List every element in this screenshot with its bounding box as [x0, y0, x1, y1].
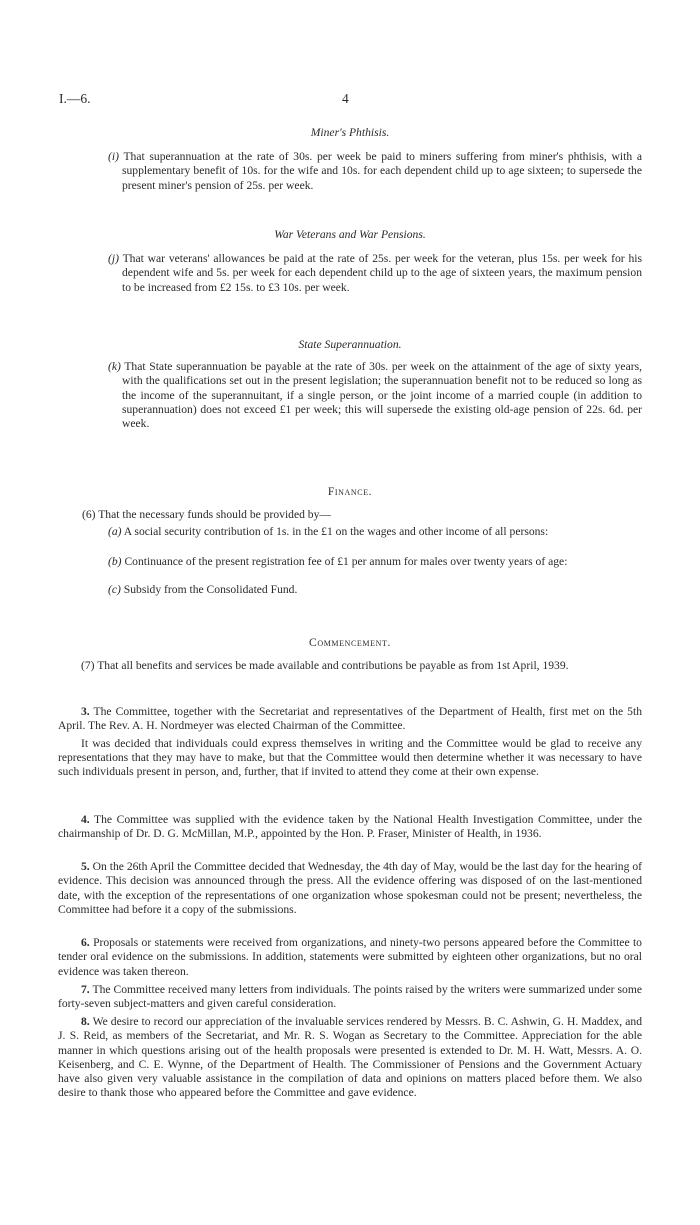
paragraph-3-text: The Committee, together with the Secretariat and representatives of the Department of Health, first met on the 5th April. The Rev. A. H. Nordmeyer was elected Chairman of the Committee. — [58, 705, 642, 733]
finance-item-b-text: Continuance of the present registration fee of £1 per annum for males over twenty years of age: — [124, 555, 568, 568]
paragraph-4-number: 4. — [81, 813, 90, 826]
finance-item-a — [108, 525, 642, 539]
finance-intro: (6) That the necessary funds should be provided by— — [82, 508, 331, 521]
finance-heading: Finance. — [327, 485, 373, 498]
state-superannuation-heading: State Superannuation. — [298, 338, 402, 351]
commencement-heading: Commencement. — [309, 636, 391, 649]
war-veterans-heading: War Veterans and War Pensions. — [274, 228, 426, 241]
report-reference: I.—6. — [59, 91, 91, 106]
finance-item-b-label: (b) — [108, 555, 122, 568]
paragraph-5-number: 5. — [81, 860, 90, 873]
item-j — [108, 252, 642, 295]
paragraph-6-number: 6. — [81, 936, 90, 949]
paragraph-7-text: The Committee received many letters from individuals. The points raised by the writers were summarized under some forty-seven subject-matters and given careful consideration. — [58, 983, 642, 1011]
item-j-text: That war veterans' allowances be paid at the rate of 25s. per week for the veteran, plus 15s. per week for his dependent wife and 5s. per week for each dependent child up to the age of sixteen years, the maximum pension to be increased from £2 15s. to £3 10s. per week. — [122, 252, 642, 294]
item-k-text: That State superannuation be payable at the rate of 30s. per week on the attainment of the age of sixty years, with the qualifications set out in the present legislation; the superannuation benefit not to be reduced so long as the income of the superannuitant, if a single person, or the joint income of a married couple (in addition to superannuation) does not exceed £1 per week; this will supersede the existing old-age pension of 22s. 6d. per week. — [122, 360, 642, 431]
paragraph-5-text: On the 26th April the Committee decided that Wednesday, the 4th day of May, would be the last day for the hearing of evidence. This decision was announced through the press. All the evidence offering was disposed of on the last-mentioned date, with the exception of the representations of one organization whose spokesman could not be present; nevertheless, the Committee had before it a copy of the submissions. — [58, 860, 642, 916]
paragraph-4 — [58, 813, 642, 842]
finance-item-c-label: (c) — [108, 583, 121, 596]
page-number: 4 — [342, 91, 349, 106]
paragraph-8-text: We desire to record our appreciation of the invaluable services rendered by Messrs. B. C. Ashwin, G. H. Maddex, and J. S. Reid, as members of the Secretariat, and Mr. R. S. Wogan as Secretary to the Committee. Appreciation for the able manner in which questions arising out of the health proposals were presented is extended to Dr. M. H. Watt, Messrs. A. O. Keisenberg, and C. E. Wynne, of the Department of Health. The Commissioner of Pensions and the Government Actuary have also given very valuable assistance in the compilation of data and opinions on matters placed before them. We also desire to thank those who appeared before the Committee and gave evidence. — [58, 1015, 642, 1100]
paragraph-4-text: The Committee was supplied with the evidence taken by the National Health Investigation Committee, under the chairmanship of Dr. D. G. McMillan, M.P., appointed by the Hon. P. Fraser, Minister of Health, in 1936. — [58, 813, 642, 841]
paragraph-3-continuation: It was decided that individuals could express themselves in writing and the Committee would be glad to receive any representations that they may have to make, but that the Committee would then determine whether it was necessary to have such individuals present in person, and, further, that if invited to attend they come at their own expense. — [58, 736, 642, 779]
item-i — [108, 150, 642, 193]
paragraph-3 — [58, 705, 642, 779]
commencement-text — [58, 659, 642, 673]
item-i-text: That superannuation at the rate of 30s. per week be paid to miners suffering from miner's phthisis, with a supplementary benefit of 10s. for the wife and 10s. for each dependent child up to age sixteen; to supersede the present miner's pension of 25s. per week. — [122, 150, 642, 192]
item-k — [108, 360, 642, 431]
paragraph-6-text: Proposals or statements were received from organizations, and ninety-two persons appeared before the Committee to tender oral evidence on the submissions. In addition, statements were submitted by eighteen other organizations, but no oral evidence was taken thereon. — [58, 936, 642, 978]
miners-phthisis-heading: Miner's Phthisis. — [310, 126, 390, 139]
item-i-label: (i) — [108, 150, 119, 163]
finance-item-c — [108, 583, 642, 597]
paragraph-7 — [58, 983, 642, 1012]
commencement-paragraph: (7) That all benefits and services be made available and contributions be payable as from 1st April, 1939. — [81, 659, 569, 672]
paragraph-3-number: 3. — [81, 705, 90, 718]
item-k-label: (k) — [108, 360, 121, 373]
paragraph-8-number: 8. — [81, 1015, 90, 1028]
item-j-label: (j) — [108, 252, 119, 265]
finance-item-b — [108, 555, 642, 569]
finance-item-c-text: Subsidy from the Consolidated Fund. — [123, 583, 298, 596]
paragraph-7-number: 7. — [81, 983, 90, 996]
finance-item-a-text: A social security contribution of 1s. in the £1 on the wages and other income of all persons: — [123, 525, 549, 538]
paragraph-5 — [58, 860, 642, 917]
paragraph-8 — [58, 1015, 642, 1101]
paragraph-6 — [58, 936, 642, 979]
finance-item-a-label: (a) — [108, 525, 122, 538]
